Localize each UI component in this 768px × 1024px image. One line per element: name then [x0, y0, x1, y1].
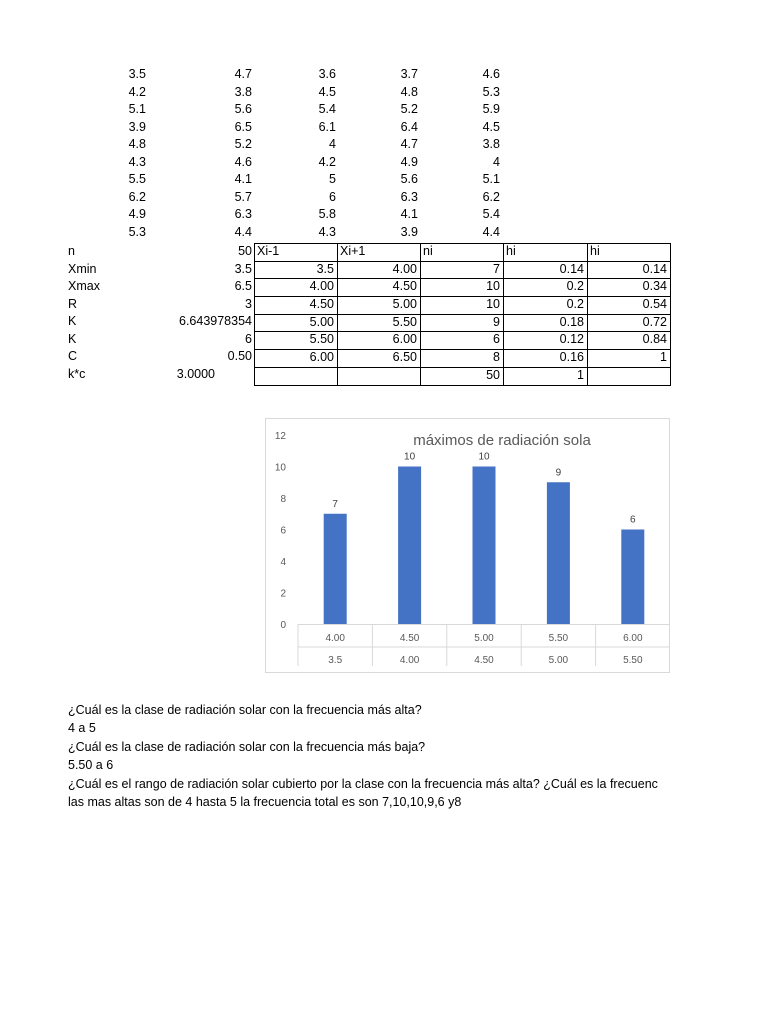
raw-data-cell: 5.6: [234, 102, 252, 116]
raw-data-cell: 5.1: [482, 172, 500, 186]
table-cell: 6.00: [392, 332, 417, 346]
raw-data-cell: 6: [329, 189, 336, 204]
raw-data-cell: 5.6: [400, 172, 418, 186]
stat-value: 0.50: [227, 349, 252, 363]
bar-data-label: 10: [404, 451, 416, 463]
table-grid-line: [254, 385, 671, 386]
x-tick-label-lower: 4.50: [474, 655, 494, 666]
raw-data-cell: 5.2: [234, 137, 252, 151]
bar: [547, 482, 570, 624]
raw-data-cell: 4.6: [234, 154, 252, 169]
table-header-cell: hi: [506, 244, 516, 258]
question-text: ¿Cuál es la clase de radiación solar con la frecuencia más baja?: [68, 739, 426, 754]
table-cell: 5.50: [392, 315, 417, 329]
raw-data-cell: 5.7: [234, 189, 252, 204]
raw-data-cell: 4.2: [318, 154, 336, 169]
table-grid-line: [670, 243, 671, 386]
raw-data-cell: 5.1: [128, 102, 146, 116]
y-tick-label: 0: [280, 620, 286, 631]
bar: [324, 514, 347, 624]
stat-value: 6.5: [234, 279, 252, 293]
y-tick-label: 8: [280, 494, 286, 505]
raw-data-cell: 3.8: [234, 84, 252, 99]
stat-value: 3.5: [234, 261, 252, 276]
raw-data-cell: 5.9: [482, 102, 500, 116]
table-total-cell: [256, 367, 334, 385]
raw-data-cell: 6.3: [400, 189, 418, 204]
y-tick-label: 6: [280, 525, 286, 537]
x-tick-label-lower: 5.50: [623, 655, 643, 666]
raw-data-cell: 4.3: [318, 224, 336, 239]
question-text: ¿Cuál es la clase de radiación solar con la frecuencia más alta?: [68, 703, 422, 717]
table-cell: 0.14: [559, 262, 584, 276]
table-cell: 5.00: [392, 297, 417, 311]
raw-data-cell: 3.9: [128, 119, 146, 134]
y-tick-label: 2: [280, 588, 286, 600]
table-total-cell: 1: [577, 368, 584, 382]
stat-label: R: [68, 296, 78, 311]
raw-data-cell: 4: [493, 154, 500, 169]
raw-data-cell: 5.4: [482, 207, 500, 221]
table-cell: 0.14: [642, 262, 667, 276]
raw-data-cell: 3.8: [482, 137, 500, 151]
table-cell: 0.2: [566, 297, 584, 311]
raw-data-cell: 4.7: [234, 67, 252, 81]
raw-data-cell: 5: [329, 172, 336, 186]
stat-label: k*c: [68, 366, 86, 381]
x-tick-label-lower: 4.00: [399, 655, 420, 666]
bar-data-label: 9: [555, 467, 562, 479]
answer-text: las mas altas son de 4 hasta 5 la frecuencia total es son 7,10,10,9,6 y8: [68, 795, 462, 809]
raw-data-cell: 6.2: [482, 189, 500, 204]
raw-data-cell: 4.2: [128, 84, 146, 99]
raw-data-cell: 5.5: [128, 172, 146, 186]
raw-data-cell: 6.1: [318, 119, 336, 134]
bar-data-label: 10: [478, 451, 490, 463]
answer-text: 4 a 5: [68, 721, 96, 736]
table-cell: 4.50: [392, 279, 417, 293]
table-cell: 0.16: [559, 350, 584, 364]
table-cell: 0.12: [559, 332, 584, 346]
stat-label: K: [68, 314, 77, 328]
stat-value: 3: [245, 296, 252, 311]
raw-data-cell: 4.6: [482, 67, 500, 81]
raw-data-cell: 4.4: [482, 224, 500, 239]
table-cell: 6: [493, 332, 500, 346]
table-cell: 3.5: [316, 262, 334, 276]
raw-data-cell: 3.6: [318, 67, 336, 81]
bar-data-label: 6: [630, 514, 636, 526]
stat-label: C: [68, 349, 78, 363]
table-header-cell: Xi+1: [340, 244, 366, 258]
table-cell: 7: [493, 262, 500, 276]
table-header-cell: Xi-1: [257, 244, 280, 258]
raw-data-cell: 4.7: [400, 137, 418, 151]
x-tick-label-upper: 6.00: [623, 633, 643, 644]
table-grid-line: [503, 243, 504, 386]
table-grid-line: [587, 243, 588, 386]
bar: [473, 467, 496, 625]
raw-data-cell: 3.5: [128, 67, 146, 81]
raw-data-cell: 4.1: [234, 172, 252, 186]
raw-data-cell: 5.2: [400, 102, 418, 116]
raw-data-cell: 5.3: [128, 224, 146, 239]
raw-data-cell: 4.4: [234, 224, 252, 239]
stat-value: 6.643978354: [179, 314, 252, 328]
table-cell: 5.50: [309, 332, 334, 346]
answer-text: 5.50 a 6: [68, 758, 114, 773]
x-tick-label-upper: 4.00: [325, 633, 345, 644]
table-cell: 0.18: [559, 315, 584, 329]
table-grid-line: [254, 243, 255, 386]
raw-data-cell: 3.7: [400, 67, 418, 81]
x-tick-label-upper: 5.50: [548, 633, 569, 644]
table-cell: 0.2: [566, 279, 584, 293]
table-cell: 6.50: [392, 350, 417, 364]
table-total-cell: [589, 367, 667, 385]
raw-data-cell: 6.3: [234, 207, 252, 221]
table-cell: 4.00: [309, 279, 334, 293]
table-cell: 4.00: [392, 262, 417, 276]
raw-data-cell: 5.8: [318, 207, 336, 221]
raw-data-cell: 4.1: [400, 207, 418, 221]
stat-label: K: [68, 331, 77, 346]
table-cell: 9: [493, 315, 500, 329]
table-header-cell: ni: [423, 244, 433, 258]
y-tick-label: 10: [274, 462, 286, 474]
bar: [621, 530, 644, 625]
raw-data-cell: 3.9: [400, 224, 418, 239]
raw-data-cell: 6.5: [234, 119, 252, 134]
raw-data-cell: 4.8: [400, 84, 418, 99]
stat-value: 50: [238, 244, 252, 258]
raw-data-cell: 4.5: [482, 119, 500, 134]
table-cell: 10: [486, 297, 500, 311]
stat-label: Xmax: [68, 279, 100, 293]
stat-value: 6: [245, 331, 252, 346]
table-grid-line: [337, 243, 338, 386]
table-cell: 8: [493, 350, 500, 364]
table-total-cell: 50: [486, 368, 500, 382]
raw-data-cell: 6.2: [128, 189, 146, 204]
question-text: ¿Cuál es el rango de radiación solar cubierto por la clase con la frecuencia más alta? ¿Cuál es la frecuenc: [68, 776, 658, 791]
table-cell: 1: [660, 350, 667, 364]
raw-data-cell: 6.4: [400, 119, 418, 134]
y-tick-label: 4: [280, 557, 286, 568]
x-tick-label-upper: 4.50: [399, 633, 420, 644]
raw-data-cell: 4.3: [128, 154, 146, 169]
table-cell: 0.54: [642, 297, 667, 311]
x-tick-label-upper: 5.00: [474, 633, 494, 644]
table-cell: 5.00: [309, 315, 334, 329]
bar-data-label: 7: [332, 498, 338, 510]
raw-data-cell: 4.5: [318, 84, 336, 99]
chart-title: máximos de radiación sola: [413, 432, 591, 449]
raw-data-cell: 4.9: [400, 154, 418, 169]
table-cell: 10: [486, 279, 500, 293]
table-header-cell: hi: [590, 244, 600, 258]
stat-label: Xmin: [68, 261, 97, 276]
table-cell: 4.50: [309, 297, 334, 311]
stat-label: n: [68, 244, 75, 258]
x-tick-label-lower: 3.5: [328, 655, 343, 666]
bar-chart: [265, 418, 670, 673]
raw-data-cell: 5.4: [318, 102, 336, 116]
table-cell: 0.72: [642, 315, 667, 329]
table-grid-line: [420, 243, 421, 386]
bar: [398, 467, 421, 625]
table-cell: 0.34: [642, 279, 667, 293]
raw-data-cell: 5.3: [482, 84, 500, 99]
table-cell: 0.84: [642, 332, 667, 346]
table-total-cell: [339, 367, 417, 385]
table-cell: 6.00: [309, 350, 334, 364]
y-tick-label: 12: [274, 431, 286, 442]
raw-data-cell: 4: [329, 137, 336, 151]
raw-data-cell: 4.9: [128, 207, 146, 221]
x-tick-label-lower: 5.00: [548, 655, 569, 666]
raw-data-cell: 4.8: [128, 137, 146, 151]
stat-value: 3.0000: [176, 366, 215, 381]
